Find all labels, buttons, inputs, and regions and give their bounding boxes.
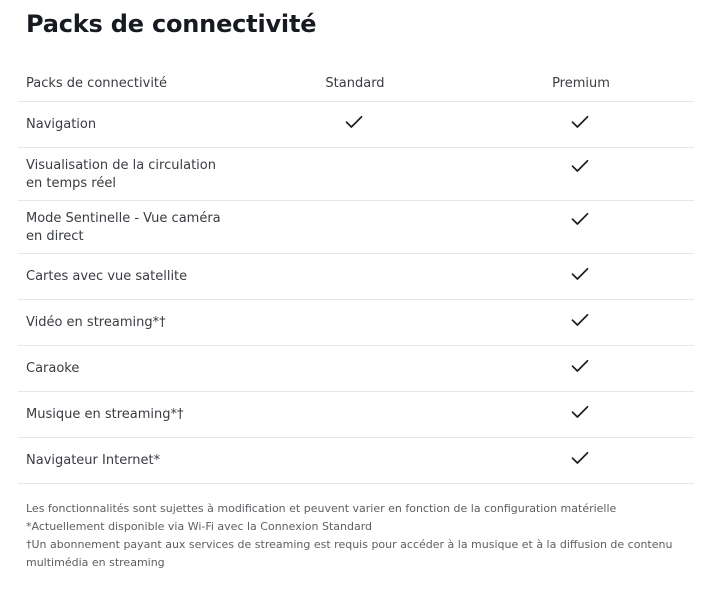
checkmark-icon <box>571 451 589 465</box>
header-standard-label: Standard <box>325 76 385 91</box>
feature-label: Cartes avec vue satellite <box>26 269 188 284</box>
table-row <box>18 438 694 484</box>
checkmark-icon <box>571 115 589 129</box>
footnotes <box>26 500 696 572</box>
checkmark-icon <box>571 405 589 419</box>
table-body <box>18 102 694 484</box>
checkmark-icon <box>571 359 589 373</box>
header-feature-label: Packs de connectivité <box>26 76 168 91</box>
table-row <box>18 148 694 201</box>
table-row <box>18 300 694 346</box>
header-premium-label: Premium <box>552 76 610 91</box>
footnote-wifi: *Actuellement disponible via Wi-Fi avec la Connexion Standard <box>26 520 373 533</box>
feature-label: Vidéo en streaming*† <box>26 315 166 330</box>
checkmark-icon <box>571 267 589 281</box>
table-row <box>18 254 694 300</box>
checkmark-icon <box>571 159 589 173</box>
table-row <box>18 102 694 148</box>
feature-label: Navigateur Internet* <box>26 453 161 468</box>
page-title: Packs de connectivité <box>26 10 317 38</box>
footnote-hardware: Les fonctionnalités sont sujettes à modification et peuvent varier en fonction de la configuration matérielle <box>26 502 617 515</box>
feature-label: Navigation <box>26 117 97 132</box>
checkmark-icon <box>571 313 589 327</box>
feature-label: Mode Sentinelle - Vue caméra en direct <box>26 211 221 244</box>
checkmark-icon <box>571 212 589 226</box>
feature-label: Musique en streaming*† <box>26 407 184 422</box>
table-header-row <box>18 64 694 102</box>
checkmark-icon <box>345 115 363 129</box>
table-row <box>18 392 694 438</box>
footnote-streaming: †Un abonnement payant aux services de streaming est requis pour accéder à la musique et à la diffusion de contenu multimédia en streaming <box>26 538 673 569</box>
connectivity-table <box>18 64 694 484</box>
feature-label: Caraoke <box>26 361 80 376</box>
table-row <box>18 346 694 392</box>
feature-label: Visualisation de la circulation en temps réel <box>26 158 216 191</box>
table-row <box>18 201 694 254</box>
